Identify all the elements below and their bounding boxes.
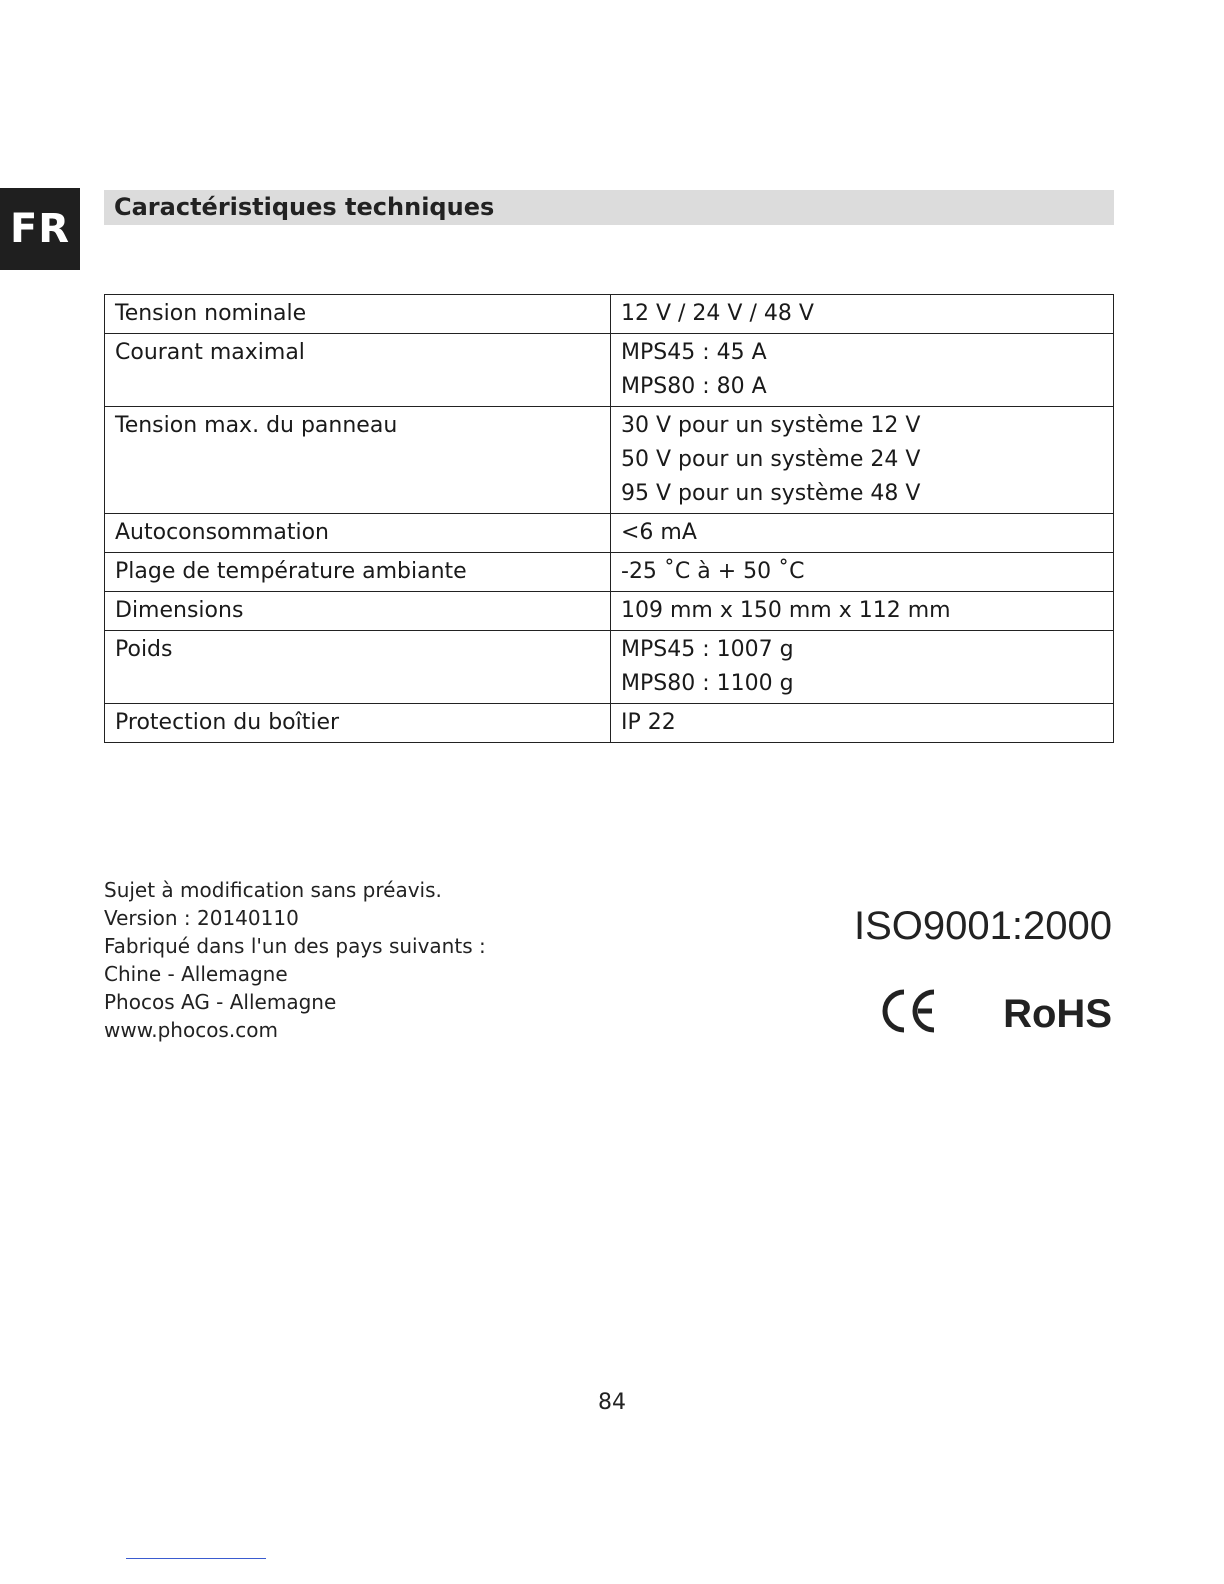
spec-label: Tension nominale — [105, 295, 611, 334]
table-row — [105, 407, 1114, 514]
spec-value-line: MPS45 : 45 A — [621, 340, 767, 365]
spec-label: Protection du boîtier — [105, 704, 611, 743]
rohs-mark: RoHS — [1003, 992, 1112, 1036]
table-row — [105, 295, 1114, 334]
spec-value-line: -25 ˚C à + 50 ˚C — [621, 559, 805, 584]
footer-countries: Chine - Allemagne — [104, 962, 288, 986]
footer-company: Phocos AG - Allemagne — [104, 990, 337, 1014]
spec-value — [611, 334, 1114, 407]
spec-value — [611, 592, 1114, 631]
spec-value — [611, 407, 1114, 514]
footer-website[interactable]: www.phocos.com — [104, 1018, 278, 1042]
language-tab: FR — [0, 188, 80, 270]
spec-label: Poids — [105, 631, 611, 704]
spec-label: Dimensions — [105, 592, 611, 631]
spec-label: Autoconsommation — [105, 514, 611, 553]
table-row — [105, 514, 1114, 553]
spec-value-line: 30 V pour un système 12 V — [621, 413, 921, 438]
footer-manufactured: Fabriqué dans l'un des pays suivants : — [104, 934, 486, 958]
spec-value-line: 50 V pour un système 24 V — [621, 447, 921, 472]
spec-value-line: IP 22 — [621, 710, 676, 735]
spec-value-line: MPS80 : 1100 g — [621, 671, 794, 696]
table-row — [105, 631, 1114, 704]
page-number: 84 — [598, 1390, 626, 1415]
spec-label: Courant maximal — [105, 334, 611, 407]
spec-label: Tension max. du panneau — [105, 407, 611, 514]
footer-version: Version : 20140110 — [104, 906, 299, 930]
bottom-rule — [126, 1558, 266, 1559]
spec-value-line: 109 mm x 150 mm x 112 mm — [621, 598, 951, 623]
spec-value-line: MPS45 : 1007 g — [621, 637, 794, 662]
table-row — [105, 704, 1114, 743]
table-row — [105, 592, 1114, 631]
spec-value — [611, 553, 1114, 592]
footer-notice: Sujet à modification sans préavis. — [104, 878, 442, 902]
table-row — [105, 334, 1114, 407]
spec-label: Plage de température ambiante — [105, 553, 611, 592]
section-title: Caractéristiques techniques — [104, 190, 1114, 225]
spec-value — [611, 295, 1114, 334]
spec-value-line: MPS80 : 80 A — [621, 374, 767, 399]
spec-value — [611, 704, 1114, 743]
iso-certification: ISO9001:2000 — [854, 904, 1112, 948]
spec-value-line: 95 V pour un système 48 V — [621, 481, 921, 506]
spec-value-line: <6 mA — [621, 520, 697, 545]
specs-table — [104, 294, 1114, 743]
spec-value — [611, 631, 1114, 704]
ce-mark-icon — [880, 986, 938, 1040]
spec-value-line: 12 V / 24 V / 48 V — [621, 301, 814, 326]
table-row — [105, 553, 1114, 592]
footer-info — [104, 876, 486, 1044]
spec-value — [611, 514, 1114, 553]
